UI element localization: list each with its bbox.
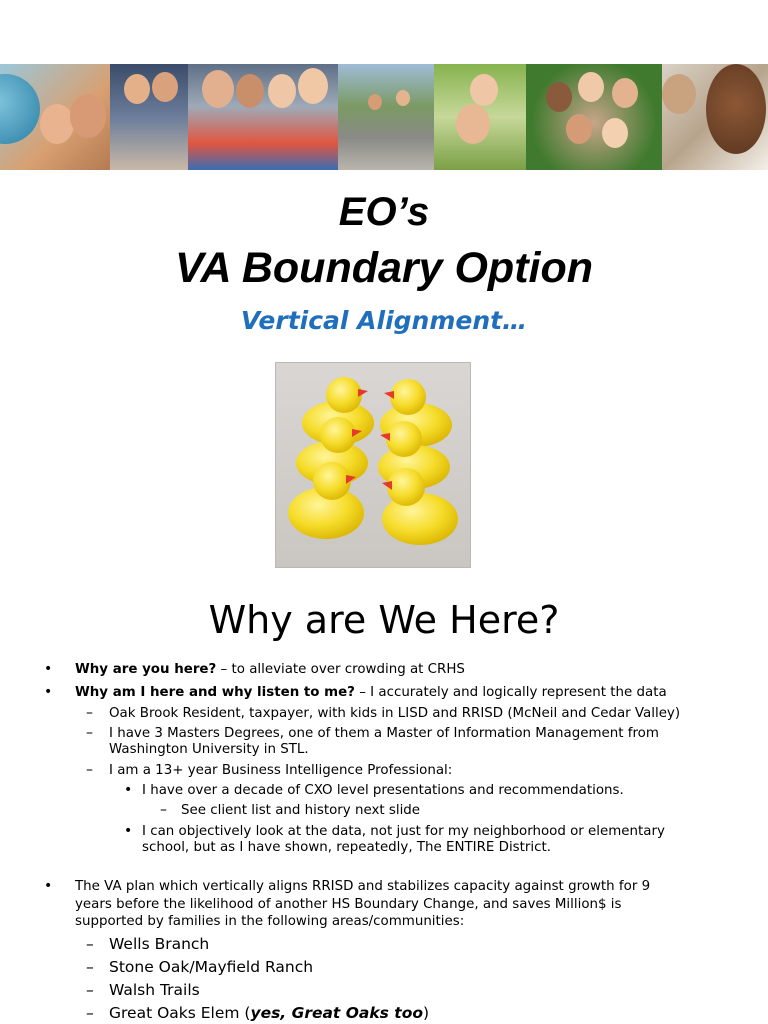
teens-with-books-photo [188,64,338,170]
dash-marker: – [86,725,93,741]
list-item-continuation: Washington University in STL. [109,742,309,757]
question-label: Why are you here? [75,662,217,677]
page-title-line1: EO’s [338,190,430,234]
community-item [109,1004,429,1022]
group-circle-photo [526,64,662,170]
dash-marker: – [86,958,94,976]
community-name: Great Oaks Elem ( [109,1004,251,1022]
list-item: I have 3 Masters Degrees, one of them a Master of Information Management from [109,726,659,741]
community-item: Walsh Trails [109,981,200,999]
answer-text: – I accurately and logically represent the data [354,685,667,700]
emphasis-text: yes, Great Oaks too [250,1004,424,1022]
dash-marker: – [86,981,94,999]
list-item-continuation: supported by families in the following areas/communities: [75,914,465,929]
globe-kids-photo [0,64,110,170]
list-item [75,685,667,701]
bullet-marker: • [124,823,133,839]
header-photo-banner [0,64,768,170]
page-title-line2: VA Boundary Option [174,244,594,292]
list-item-continuation: school, but as I have shown, repeatedly, The ENTIRE District. [142,840,551,855]
bullet-marker: • [44,684,53,700]
bullet-marker: • [44,878,53,894]
question-label: Why am I here and why listen to me? [75,685,355,700]
list-item: See client list and history next slide [181,803,421,818]
list-item-continuation: years before the likelihood of another HS Boundary Change, and saves Million$ is [75,897,622,912]
list-item: I am a 13+ year Business Intelligence Professional: [109,763,453,778]
bullet-marker: • [44,661,53,677]
dash-marker: – [86,1004,94,1022]
kids-running-photo [338,64,434,170]
answer-text: – to alleviate over crowding at CRHS [216,662,465,677]
list-item: Oak Brook Resident, taxpayer, with kids in LISD and RRISD (McNeil and Cedar Valley) [109,706,681,721]
list-item: I can objectively look at the data, not just for my neighborhood or elementary [142,824,665,839]
girls-sitting-photo [110,64,188,170]
dash-marker: – [86,705,93,721]
rubber-ducks-photo [275,362,471,568]
smiling-boy-photo [662,64,768,170]
dash-marker: – [86,935,94,953]
list-item [75,662,465,678]
community-item: Wells Branch [109,935,210,953]
page-subtitle: Vertical Alignment… [240,306,528,335]
community-item: Stone Oak/Mayfield Ranch [109,958,314,976]
closing-paren: ) [423,1004,430,1022]
boy-on-back-photo [434,64,526,170]
section-heading: Why are We Here? [208,598,560,642]
rubber-ducks-illustration [276,363,470,567]
list-item: The VA plan which vertically aligns RRISD and stabilizes capacity against growth for 9 [75,879,651,894]
dash-marker: – [86,762,93,778]
dash-marker: – [160,802,167,818]
list-item: I have over a decade of CXO level presentations and recommendations. [142,783,624,798]
bullet-marker: • [124,782,133,798]
